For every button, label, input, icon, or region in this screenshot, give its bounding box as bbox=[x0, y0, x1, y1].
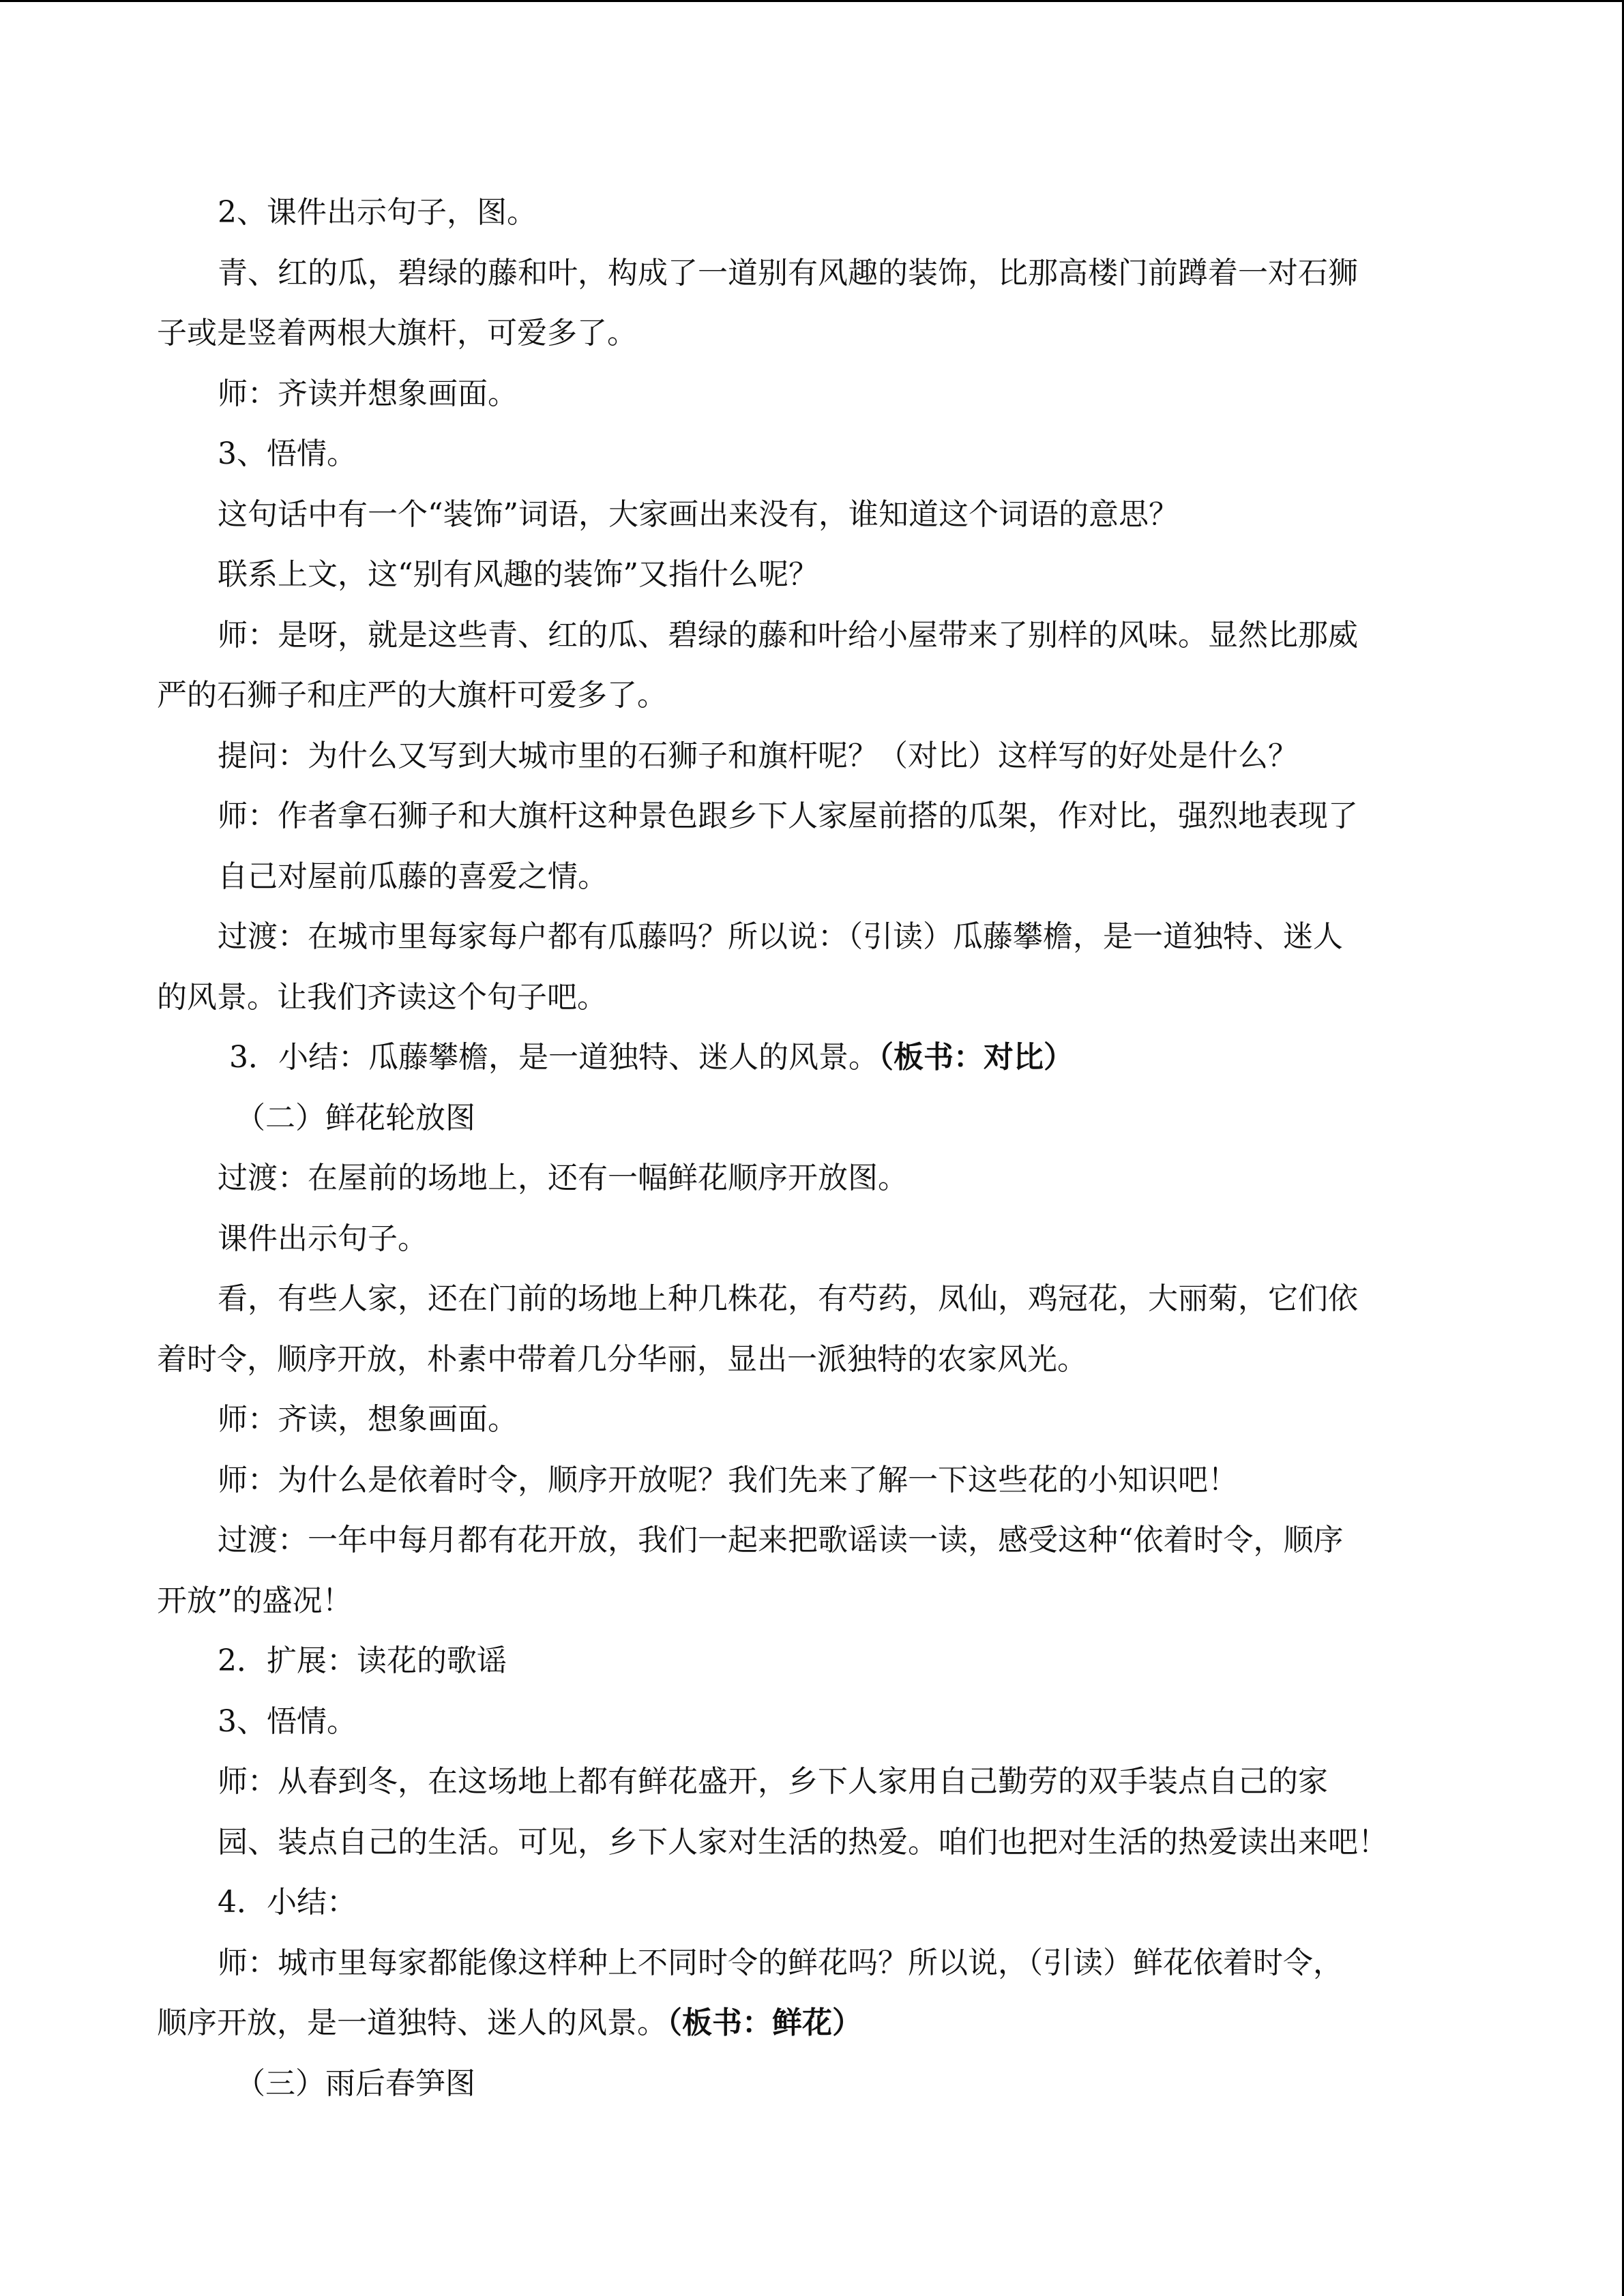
text-line: 提问：为什么又写到大城市里的石狮子和旗杆呢？（对比）这样写的好处是什么？ bbox=[218, 738, 1298, 773]
text-line: 园、装点自己的生活。可见，乡下人家对生活的热爱。咱们也把对生活的热爱读出来吧！ bbox=[218, 1824, 1388, 1860]
text-line: 这句话中有一个“装饰”词语，大家画出来没有，谁知道这个词语的意思？ bbox=[218, 496, 1179, 532]
text-line: 2、课件出示句子，图。 bbox=[218, 195, 537, 230]
board-note: （板书：对比） bbox=[879, 1040, 1074, 1075]
board-note: （板书：鲜花） bbox=[667, 2006, 862, 2040]
text-line: 课件出示句子。 bbox=[218, 1221, 428, 1256]
text-line: 师：作者拿石狮子和大旗杆这种景色跟乡下人家屋前搭的瓜架，作对比，强烈地表现了 bbox=[218, 799, 1358, 833]
text-line: 联系上文，这“别有风趣的装饰”又指什么呢？ bbox=[218, 557, 818, 592]
text-line: 看，有些人家，还在门前的场地上种几株花，有芍药，凤仙，鸡冠花，大丽菊，它们依 bbox=[218, 1281, 1358, 1316]
text-line: 4．小结： bbox=[218, 1885, 357, 1920]
text-line: 过渡：在城市里每家每户都有瓜藤吗？所以说：（引读）瓜藤攀檐，是一道独特、迷人 bbox=[218, 919, 1343, 954]
text-line: 过渡：在屋前的场地上，还有一幅鲜花顺序开放图。 bbox=[218, 1161, 908, 1195]
text-line: 的风景。让我们齐读这个句子吧。 bbox=[157, 979, 607, 1015]
text-line: 着时令，顺序开放，朴素中带着几分华丽，显出一派独特的农家风光。 bbox=[157, 1341, 1087, 1377]
text-line: 青、红的瓜，碧绿的藤和叶，构成了一道别有风趣的装饰，比那高楼门前蹲着一对石狮 bbox=[218, 255, 1358, 290]
text-line: 3、悟情。 bbox=[218, 1703, 357, 1739]
text-line: 3．小结：瓜藤攀檐，是一道独特、迷人的风景。（板书：对比） bbox=[229, 1040, 1074, 1075]
text-line: 师：齐读并想象画面。 bbox=[218, 376, 518, 411]
text-line: 过渡：一年中每月都有花开放，我们一起来把歌谣读一读，感受这种“依着时令，顺序 bbox=[218, 1523, 1344, 1557]
text-line: 师：为什么是依着时令，顺序开放呢？我们先来了解一下这些花的小知识吧！ bbox=[218, 1462, 1238, 1497]
text-line: 师：城市里每家都能像这样种上不同时令的鲜花吗？所以说，（引读）鲜花依着时令， bbox=[218, 1945, 1343, 1980]
text-line: 严的石狮子和庄严的大旗杆可爱多了。 bbox=[157, 678, 667, 713]
text-line: 开放”的盛况！ bbox=[157, 1583, 353, 1618]
text-line: 自己对屋前瓜藤的喜爱之情。 bbox=[218, 859, 608, 894]
section-heading: （二）鲜花轮放图 bbox=[235, 1100, 475, 1135]
document-body bbox=[157, 183, 1466, 2114]
section-heading: （三）雨后春笋图 bbox=[235, 2066, 475, 2101]
text-line: 师：是呀，就是这些青、红的瓜、碧绿的藤和叶给小屋带来了别样的风味。显然比那威 bbox=[218, 617, 1358, 653]
text-line: 师：齐读，想象画面。 bbox=[218, 1402, 518, 1437]
text-line: 3、悟情。 bbox=[218, 436, 357, 471]
text-line: 子或是竖着两根大旗杆，可爱多了。 bbox=[157, 316, 637, 351]
page-border-top bbox=[0, 0, 1624, 2]
text-line: 师：从春到冬，在这场地上都有鲜花盛开，乡下人家用自己勤劳的双手装点自己的家 bbox=[218, 1764, 1328, 1799]
text-line: 2．扩展：读花的歌谣 bbox=[218, 1643, 507, 1678]
text-line: 顺序开放，是一道独特、迷人的风景。（板书：鲜花） bbox=[157, 2006, 862, 2040]
